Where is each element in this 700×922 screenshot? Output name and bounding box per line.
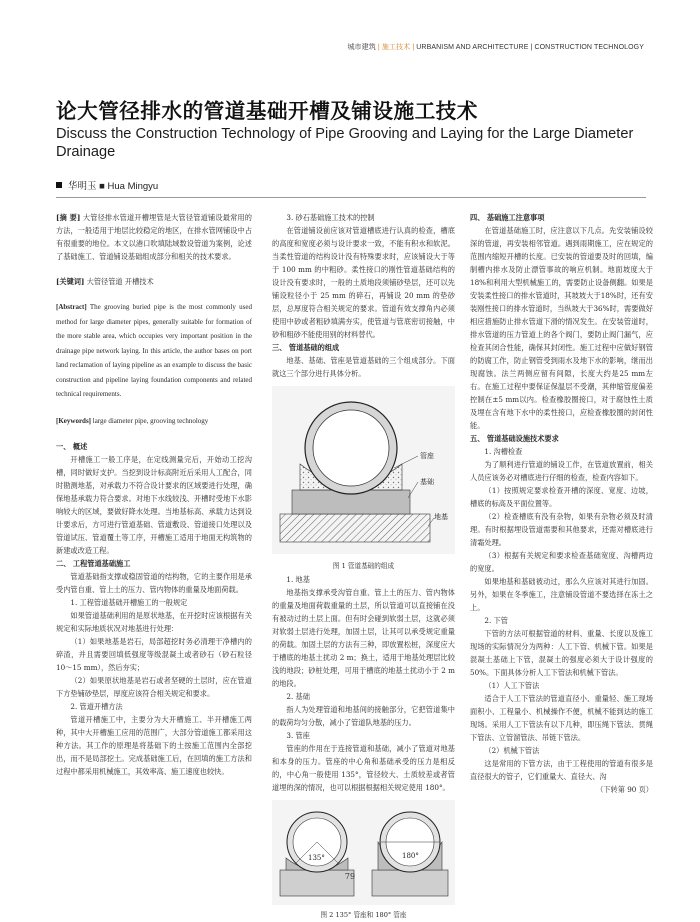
section-heading: 四、 基础施工注意事项 bbox=[470, 213, 545, 222]
figure-1-caption: 图 1 管道基础的组成 bbox=[332, 562, 395, 570]
spacer bbox=[56, 428, 252, 440]
paragraph: 管道基础指支撑或稳固管道的结构物，它的主要作用是承受内管自重、管上土的压力、管内物体的重量及地面荷载。 bbox=[56, 572, 252, 594]
keywords-cn-text: 大管径管道 开槽技术 bbox=[86, 277, 154, 286]
subheading: 3. 砂石基础施工技术的控制 bbox=[286, 213, 375, 222]
abstract-en bbox=[56, 300, 252, 402]
divider bbox=[56, 197, 646, 198]
article-title-cn: 论大管径排水的管道基础开槽及铺设施工技术 bbox=[56, 99, 478, 123]
keywords-cn bbox=[56, 275, 252, 288]
spacer bbox=[56, 402, 252, 414]
subheading: （1）人工下管法 bbox=[484, 681, 540, 690]
spacer bbox=[56, 263, 252, 275]
paragraph: 如果地基和基础被动过，那么久应该对其进行加固。另外，如果在冬季施工，注意铺设管道不要选择在冻土之上。 bbox=[470, 577, 653, 612]
keywords-en bbox=[56, 414, 252, 429]
subheading: 2. 基础 bbox=[286, 692, 310, 701]
paragraph: 开槽施工一般工序是，在定线测量完后，开始动工挖沟槽，同时做好支护。当挖到设计标高附近后采用人工配合，同时勘测地基，对承载力不符合设计要求的区域要进行处理，确保地基承载力符合要求。对地下水线较浅、开槽时受地下水影响较大的区域，要做好降水处理。当地基标高、承载力达到设计要求后，方可进行管道基础、管道敷设、管道接口处理以及管道试压、管道覆土等工序，开槽施工适用于地面无构筑物的新建或改造工程。 bbox=[56, 455, 252, 555]
paragraph: 管道开槽施工中，主要分为大开槽施工、半开槽施工两种，其中大开槽施工应用的范围广，大部分管道施工都采用这种方法。其工作的原理是将基础下的土按施工范围内全部挖出，而不是局部挖土。完成基础施工后，在回填的施工方法和过程中都采用机械施工，其效率高、施工速度也较快。 bbox=[56, 715, 252, 776]
header-part3: URBANISM AND ARCHITECTURE bbox=[416, 44, 529, 51]
column-3 bbox=[470, 211, 653, 796]
section-heading: 一、 概述 bbox=[56, 442, 88, 451]
header-part1: 城市建筑 bbox=[347, 44, 376, 51]
abstract-en-text: The grooving buried pipe is the most commonly used method for large diameter pipes, generally suitable for formation of the more stable area, which occupies very important position in the drainage pipe network laying. In this article, the author bases on port land reclamation of laying pipeline as an example to discuss the basic construction and pipeline laying foundation components and related technical requirements. bbox=[56, 303, 253, 398]
column-2 bbox=[272, 211, 455, 922]
spacer bbox=[56, 288, 252, 300]
paragraph: （2）如果原状地基是岩石或者坚硬的土层时，应在管道下方垫铺砂垫层，厚度应该符合相关规定和要求。 bbox=[56, 676, 252, 698]
subheading: 1. 地基 bbox=[286, 575, 310, 584]
subheading: 2. 管道开槽方法 bbox=[70, 702, 123, 711]
paragraph: 地基、基础、管座是管道基础的三个组成部分。下面就这三个部分进行具体分析。 bbox=[272, 356, 455, 378]
authors: 华明玉 ■ Hua Mingyu bbox=[68, 181, 159, 192]
paragraph: 适合于人工下管法的管道直径小、重量轻、施工现场面积小、工程量小、机械操作不便，机械不能到达的施工现场。采用人工下管法有以下几种，即压绳下管法、贯绳下管法、立管溜管法、吊链下管法。 bbox=[470, 694, 653, 742]
section-heading: 五、 管道基础设施技术要求 bbox=[470, 434, 559, 443]
pipe-bore-shape bbox=[313, 410, 389, 486]
paragraph: 在管道基础施工时，应注意以下几点。先安装铺设较深的管道，再安装相邻管道。遇到雨期施工，应在规定的范围内缩短开槽的长度。已安装的管道要及时的回填，编制槽内排水及防止漂管事故的响应机制。地面坡度大于18%和利用大型机械施工的，需要防止设备侧翻。如果是安装柔性接口的排水管道时，其坡坡大于18%时，还有安装刚性接口的排水管道时，当纵坡大于36%时，需要做好相应措施防止排水管道下滑的情况发生。在安装管道时，排水管道的压力管道上的各个阀门，要防止阀门漏气，应检查其闭合性能，确保其封闭性。施工过程中应做好钢管的防腐工作，防止钢管受到雨水及地下水的影响，继而出现腐蚀。法兰两侧应留有间隙，长度大约是25 mm左右。在施工过程中要保证保温层不受潮，其伸缩管度偏差控制在±5 mm以内。检查橡胶圈接口，对于腐蚀性土质及埋在含有地下水中的柔性接口，应检查橡胶圈的封闭性能。 bbox=[470, 226, 653, 430]
abstract-cn bbox=[56, 211, 252, 263]
subgrade-shape bbox=[280, 514, 430, 542]
paragraph: 指人为处理管道和地基间的接触部分，它把管道集中的载荷均匀分散，减小了管道队地基的压力。 bbox=[272, 705, 455, 727]
paragraph: （3）根据有关规定和要求检查基础宽度、沟槽两边的宽度。 bbox=[470, 551, 653, 573]
author-line bbox=[56, 178, 158, 192]
abstract-cn-label: [摘 要] bbox=[56, 213, 81, 222]
header-part2: | 施工技术 | bbox=[377, 44, 415, 51]
article-title-en: Discuss the Construction Technology of Pipe Grooving and Laying for the Large Diameter Drainage bbox=[56, 126, 634, 160]
column-1 bbox=[56, 211, 252, 778]
subheading: 2. 下管 bbox=[484, 616, 508, 625]
paragraph: （1）如果地基是岩石，局部超挖时务必清理干净槽内的碎渣，并且需要回填低强度等级混凝土或者砂石（砂石粒径 10～15 mm），然后夯实； bbox=[56, 637, 252, 672]
keywords-en-text: large diameter pipe, grooving technology bbox=[92, 416, 209, 425]
angle-label-135: 135° bbox=[308, 854, 325, 862]
paragraph: 管座的作用在于连接管道和基础，减小了管道对地基和本身的压力。管座的中心角和基础承受的压力是相反的，中心角一般使用 135°，管径较大、土质较差或者管道埋的深的情况，也可以根据根据相关规定使用 180°。 bbox=[272, 744, 455, 792]
section-heading: 二、 工程管道基础施工 bbox=[56, 559, 131, 568]
square-bullet-icon bbox=[56, 182, 62, 188]
keywords-en-label: [Keywords] bbox=[56, 416, 91, 425]
subheading: 1. 沟槽检查 bbox=[484, 447, 523, 456]
page-number: 79 bbox=[344, 872, 356, 881]
abstract-en-label: [Abstract] bbox=[56, 303, 87, 311]
subheading: （2）机械下管法 bbox=[484, 746, 540, 755]
subheading: 1. 工程管道基础开槽施工的一般规定 bbox=[70, 598, 188, 607]
label-subgrade: 地基 bbox=[434, 513, 448, 521]
paragraph: 如果管道基础利用的是原状地基，在开挖时应该根据有关规定和实际地质状况对地基进行处理： bbox=[56, 611, 252, 633]
figure-1-pipe-foundation bbox=[272, 386, 455, 554]
paragraph: 这是常用的下管方法，由于工程使用的管道有很多是直径很大的管子，它们重量大、直径大、沟 bbox=[470, 759, 653, 781]
continued-note: （下转第 90 页） bbox=[596, 785, 653, 794]
paragraph: 地基指支撑承受沟管自重、管上土的压力、管内物体的重量及地面荷载重量的土层，所以管道可以直接铺在没有被动过的土层上面。但有时会碰到软弱土层，这就必须对软弱土层进行处理，加固土层，让其可以承受规定重量的荷载。加固土层的方法有三种，即放置松桩，深度应大于槽底的地基土扰动 2 m；换土，适用于地基处理层比较浅的地段；砂桩处理，可用于槽底的地基土扰动小于 2 m 的地段。 bbox=[272, 588, 455, 688]
journal-header bbox=[347, 42, 644, 52]
angle-label-180: 180° bbox=[402, 852, 419, 860]
paragraph: 在管道铺设前应该对管道槽底进行认真的检查，槽底的高度和宽度必须与设计要求一致，不能有积水和软泥。当柔性管道的结构设计没有特殊要求时，应该铺设大于等于 100 mm 的中粗砂。柔性接口的刚性管道基础结构的设计没有要求时，一般的土质地段须铺砂垫层，还可以先铺设粒径小于 25 mm 的碎石，再铺设 20 mm 的垫砂层，总厚度符合相关规定的要求。管道有效支撑角内必须使用中砂或者粗砂填满夯实，使管道与管底密切接触，中砂和粗砂不能使用别的材料替代。 bbox=[272, 226, 455, 339]
header-part4: | CONSTRUCTION TECHNOLOGY bbox=[530, 44, 644, 51]
paragraph: 下管的方法可根据管道的材料、重量、长度以及施工现场的实际情况分为两种：人工下管、机械下管。如果是混凝土基础上下管，混凝土的强度必须大于设计强度的 50%。下面具体分析人工下管法和机械下管法。 bbox=[470, 629, 653, 677]
keywords-cn-label: [关键词] bbox=[56, 277, 85, 286]
abstract-cn-text: 大管径排水管道开槽埋管是大管径管道铺设最常用的方法，一般适用于地层比较稳定的地区，在排水管网铺设中占有很重要的地位。本文以港口吹填陆域数设管道为案例，论述了基础施工、管道铺设基础组成部分和相关的技术要求。 bbox=[56, 213, 252, 261]
paragraph: （2）检查槽底有没有杂物，如果有杂物必须及时清理。有时根据埋设管道需要和其他要求，还需对槽底进行清霜处理。 bbox=[470, 512, 653, 547]
section-heading: 三、 管道基础的组成 bbox=[272, 343, 340, 352]
label-pipe-bed: 管座 bbox=[420, 452, 434, 460]
figure-2-caption: 图 2 135° 管座和 180° 管座 bbox=[320, 911, 407, 919]
figure-2-pipe-bed-angles bbox=[272, 800, 455, 905]
label-foundation: 基础 bbox=[420, 478, 434, 486]
paragraph: （1）按照规定要求检查开槽的深度、宽度、边坡，槽底的标高及平面位置等。 bbox=[470, 486, 653, 508]
paragraph: 为了顺利进行管道的铺设工作，在管道放置前，相关人员应该务必对槽底进行仔细的检查，检查内容如下。 bbox=[470, 460, 653, 482]
subheading: 3. 管座 bbox=[286, 731, 310, 740]
